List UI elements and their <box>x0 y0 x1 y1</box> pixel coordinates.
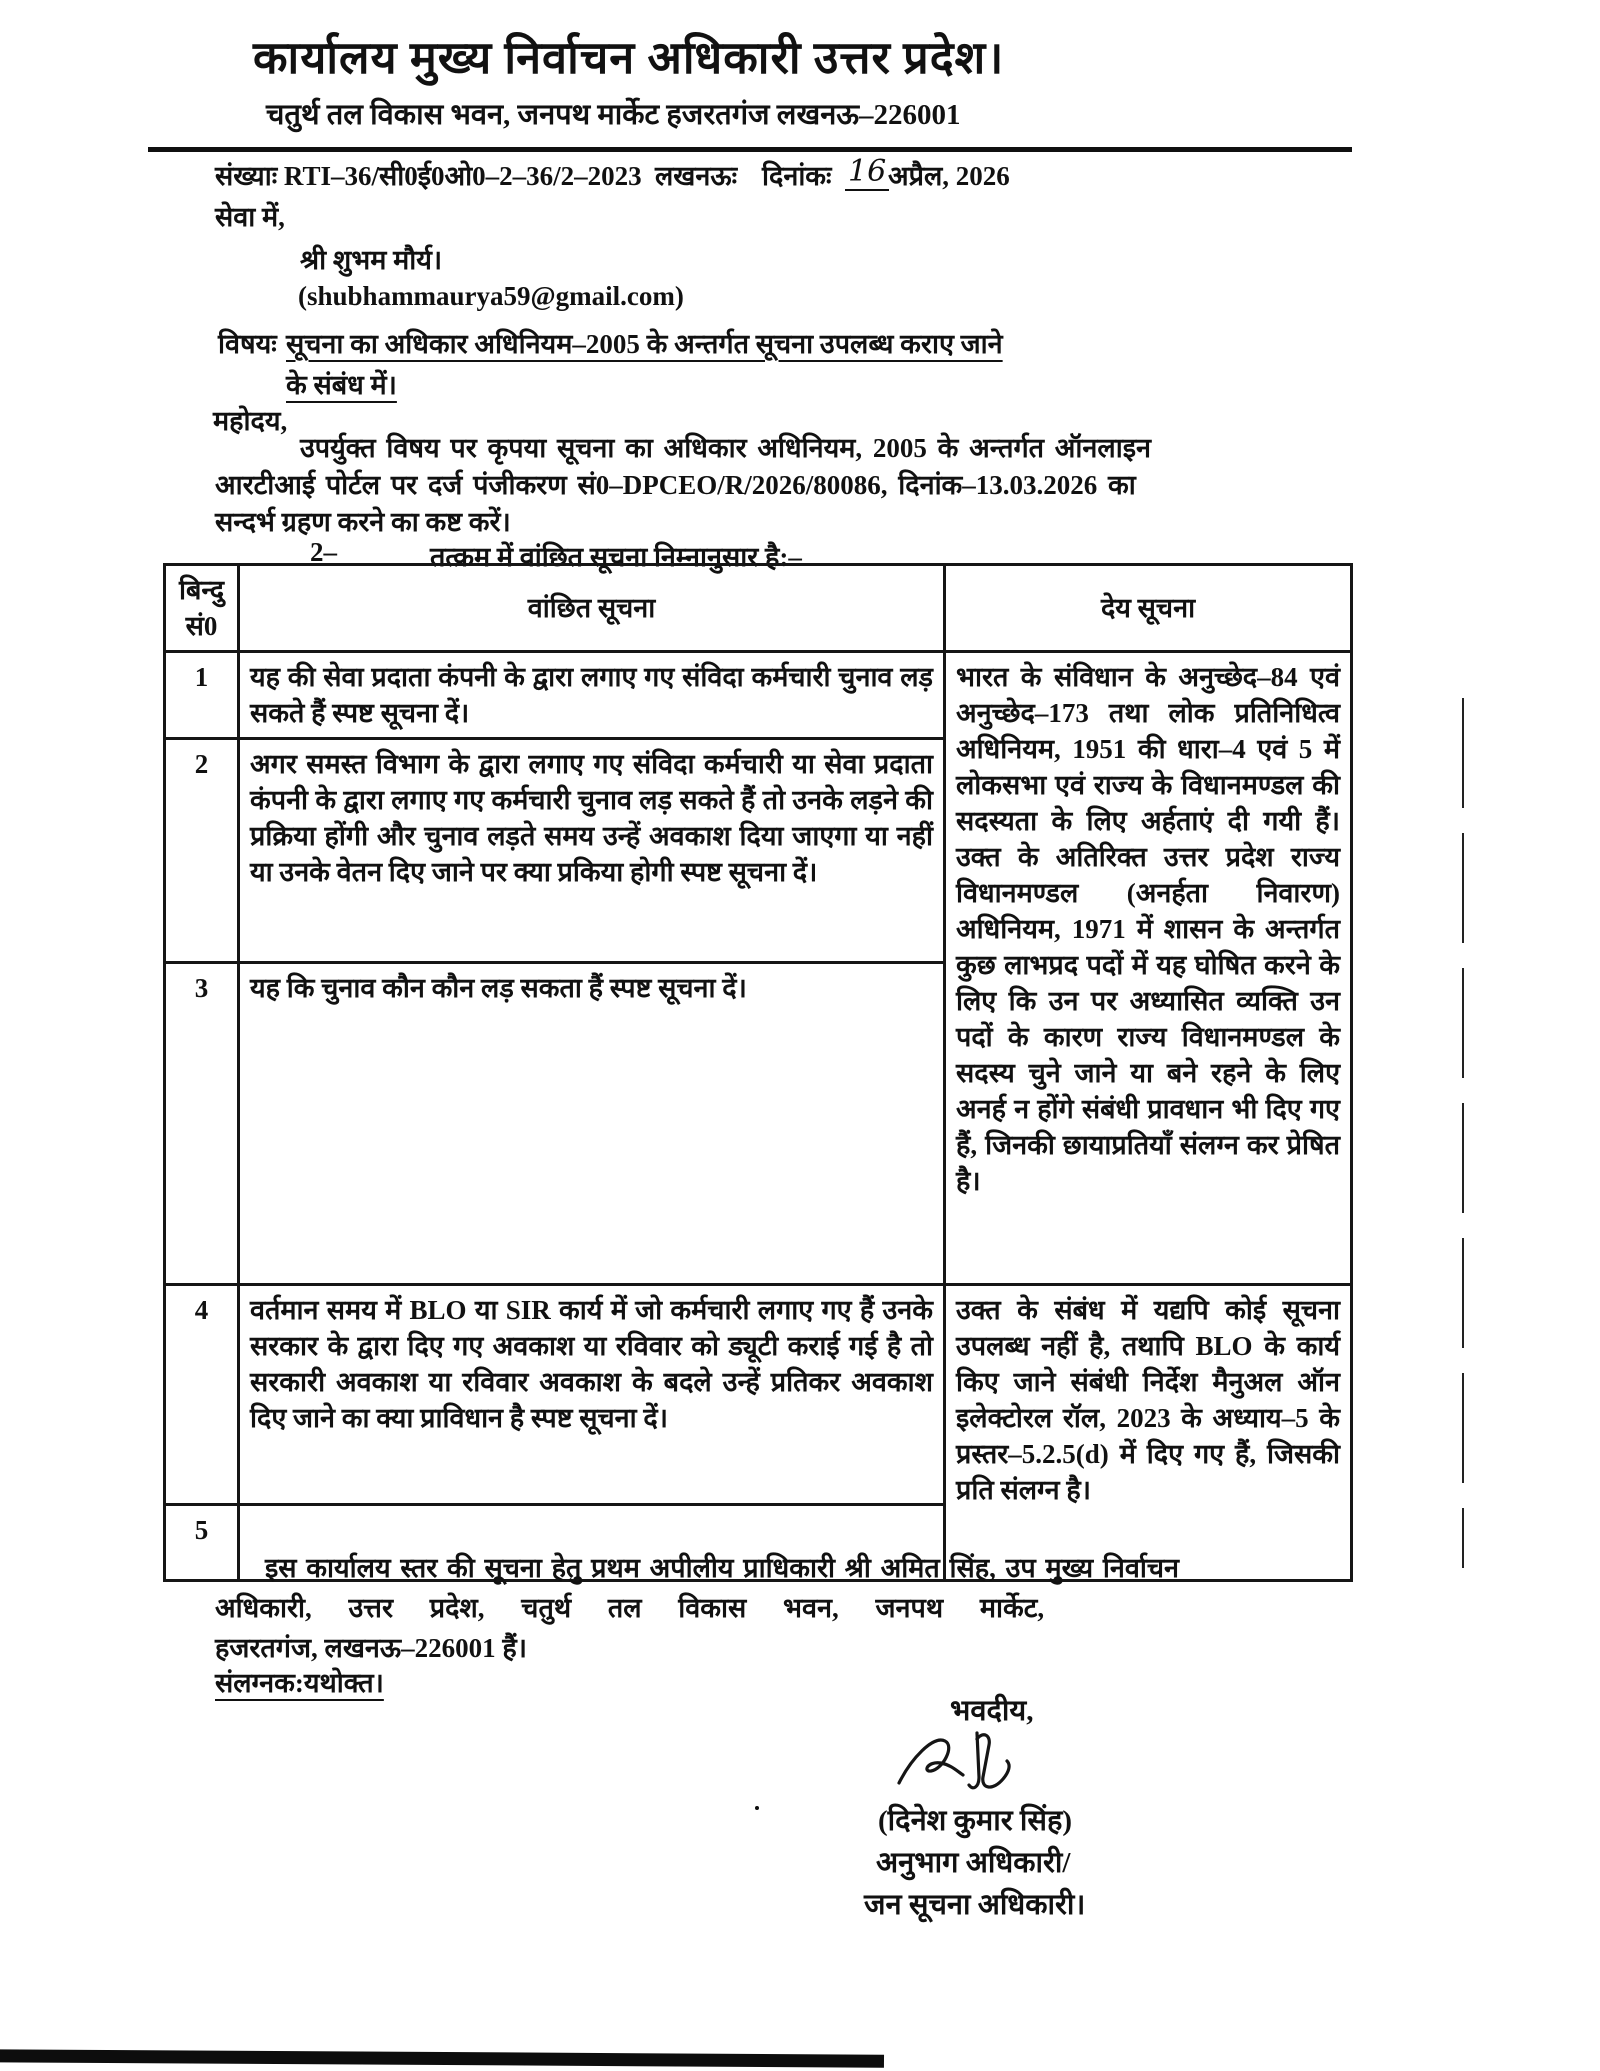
closing-line2: अधिकारी, उत्तर प्रदेश, चतुर्थ तल विकास भवन, जनपथ मार्केट, <box>215 1593 1045 1623</box>
table-row <box>165 1285 1352 1505</box>
scan-speck <box>755 1806 759 1810</box>
table-header-row <box>165 565 1352 652</box>
rti-information-table <box>163 563 1353 1582</box>
point2-number: 2– <box>310 537 337 567</box>
row1-sno: 1 <box>165 652 239 739</box>
salutation: महोदय, <box>213 406 288 436</box>
closing-line3: हजरतगंज, लखनऊ–226001 हैं। <box>215 1633 527 1663</box>
scan-artifact-bottom-edge <box>0 2049 884 2067</box>
subject-line2: के संबंध में। <box>286 370 397 400</box>
reference-number: संख्याः RTI–36/सी0ई0ओ0–2–36/2–2023 <box>215 161 642 191</box>
body-para1-line2: आरटीआई पोर्टल पर दर्ज पंजीकरण सं0–DPCEO/R/2026/80086, दिनांक–13.03.2026 का <box>215 470 1136 500</box>
subject-label: विषयः <box>218 329 277 359</box>
header-point-number: बिन्दु सं0 <box>165 565 239 652</box>
row5-sno: 5 <box>165 1505 239 1581</box>
office-address: चतुर्थ तल विकास भवन, जनपथ मार्केट हजरतगंज लखनऊ–226001 <box>266 99 961 131</box>
row3-sno: 3 <box>165 963 239 1285</box>
body-para1-line3: सन्दर्भ ग्रहण करने का कष्ट करें। <box>215 507 511 537</box>
point2-text: तत्क्रम में वांछित सूचना निम्नानुसार है:– <box>430 542 802 572</box>
signatory-designation-2: जन सूचना अधिकारी। <box>864 1889 1086 1921</box>
scan-artifact-vertical-line <box>1462 698 1464 1568</box>
row3-requested: यह कि चुनाव कौन कौन लड़ सकता हैं स्पष्ट सूचना दें। <box>239 963 945 1285</box>
header-provided-info: देय सूचना <box>945 565 1352 652</box>
header-requested-info: वांछित सूचना <box>239 565 945 652</box>
signatory-designation-1: अनुभाग अधिकारी/ <box>876 1847 1071 1879</box>
row2-requested: अगर समस्त विभाग के द्वारा लगाए गए संविदा कर्मचारी या सेवा प्रदाता कंपनी के द्वारा लगाए गए कर्मचारी चुनाव लड़ सकते हैं तो उनके लड़ने की प्रक्रिया होंगी और चुनाव लड़ते समय उन्हें अवकाश दिया जाएगा या नहीं या उनके वेतन दिए जाने पर क्या प्रकिया होगी स्पष्ट सूचना दें। <box>239 739 945 963</box>
provided-info-rows4-5: उक्त के संबंध में यद्यपि कोई सूचना उपलब्ध नहीं है, तथापि BLO के कार्य किए जाने संबंधी निर्देश मैनुअल ऑन इलेक्टोरल रॉल, 2023 के अध्याय–5 के प्रस्तर–5.2.5(d) में दिए गए हैं, जिसकी प्रति संलग्न है। <box>945 1285 1352 1581</box>
recipient-name: श्री शुभम मौर्य। <box>300 245 443 275</box>
signature-image <box>893 1725 1023 1803</box>
closing-line1: इस कार्यालय स्तर की सूचना हेतु प्रथम अपीलीय प्राधिकारी श्री अमित सिंह, उप मुख्य निर्वाचन <box>265 1553 1179 1583</box>
reference-place: लखनऊः <box>655 161 738 191</box>
complimentary-close: भवदीय, <box>950 1695 1034 1727</box>
enclosure-note: संलग्नक:यथोक्त। <box>215 1668 384 1698</box>
office-title: कार्यालय मुख्य निर्वाचन अधिकारी उत्तर प्रदेश। <box>253 33 1005 83</box>
provided-info-rows1-3: भारत के संविधान के अनुच्छेद–84 एवं अनुच्छेद–173 तथा लोक प्रतिनिधित्व अधिनियम, 1951 की धारा–4 एवं 5 में लोकसभा एवं राज्य के विधानमण्डल की सदस्यता के लिए अर्हताएं दी गयी हैं। उक्त के अतिरिक्त उत्तर प्रदेश राज्य विधानमण्डल (अनर्हता निवारण) अधिनियम, 1971 में शासन के अन्तर्गत कुछ लाभप्रद पदों में यह घोषित करने के लिए कि उन पर अध्यासित व्यक्ति उन पदों के कारण राज्य विधानमण्डल के सदस्य चुने जाने या बने रहने के लिए अनर्ह न होंगे संबंधी प्रावधान भी दिए गए हैं, जिनकी छायाप्रतियाँ संलग्न कर प्रेषित है। <box>945 652 1352 1285</box>
row1-requested: यह की सेवा प्रदाता कंपनी के द्वारा लगाए गए संविदा कर्मचारी चुनाव लड़ सकते हैं स्पष्ट सूचना दें। <box>239 652 945 739</box>
to-label: सेवा में, <box>215 202 285 232</box>
table-row <box>165 652 1352 739</box>
subject-line1: सूचना का अधिकार अधिनियम–2005 के अन्तर्गत सूचना उपलब्ध कराए जाने <box>286 329 1003 359</box>
reference-date-label: दिनांकः <box>762 161 832 191</box>
row4-sno: 4 <box>165 1285 239 1505</box>
handwritten-date: 16 <box>845 154 889 191</box>
body-para1-line1: उपर्युक्त विषय पर कृपया सूचना का अधिकार अधिनियम, 2005 के अन्तर्गत ऑनलाइन <box>300 433 1151 463</box>
letterhead-divider <box>148 147 1352 152</box>
row2-sno: 2 <box>165 739 239 963</box>
reference-date-rest: अप्रैल, 2026 <box>888 161 1010 191</box>
row4-requested: वर्तमान समय में BLO या SIR कार्य में जो कर्मचारी लगाए गए हैं उनके सरकार के द्वारा दिए गए अवकाश या रविवार को ड्यूटी कराई गई है तो सरकारी अवकाश या रविवार अवकाश के बदले उन्हें प्रतिकर अवकाश दिए जाने का क्या प्राविधान है स्पष्ट सूचना दें। <box>239 1285 945 1505</box>
signatory-name: (दिनेश कुमार सिंह) <box>878 1805 1073 1837</box>
recipient-email: (shubhammaurya59@gmail.com) <box>298 281 684 311</box>
